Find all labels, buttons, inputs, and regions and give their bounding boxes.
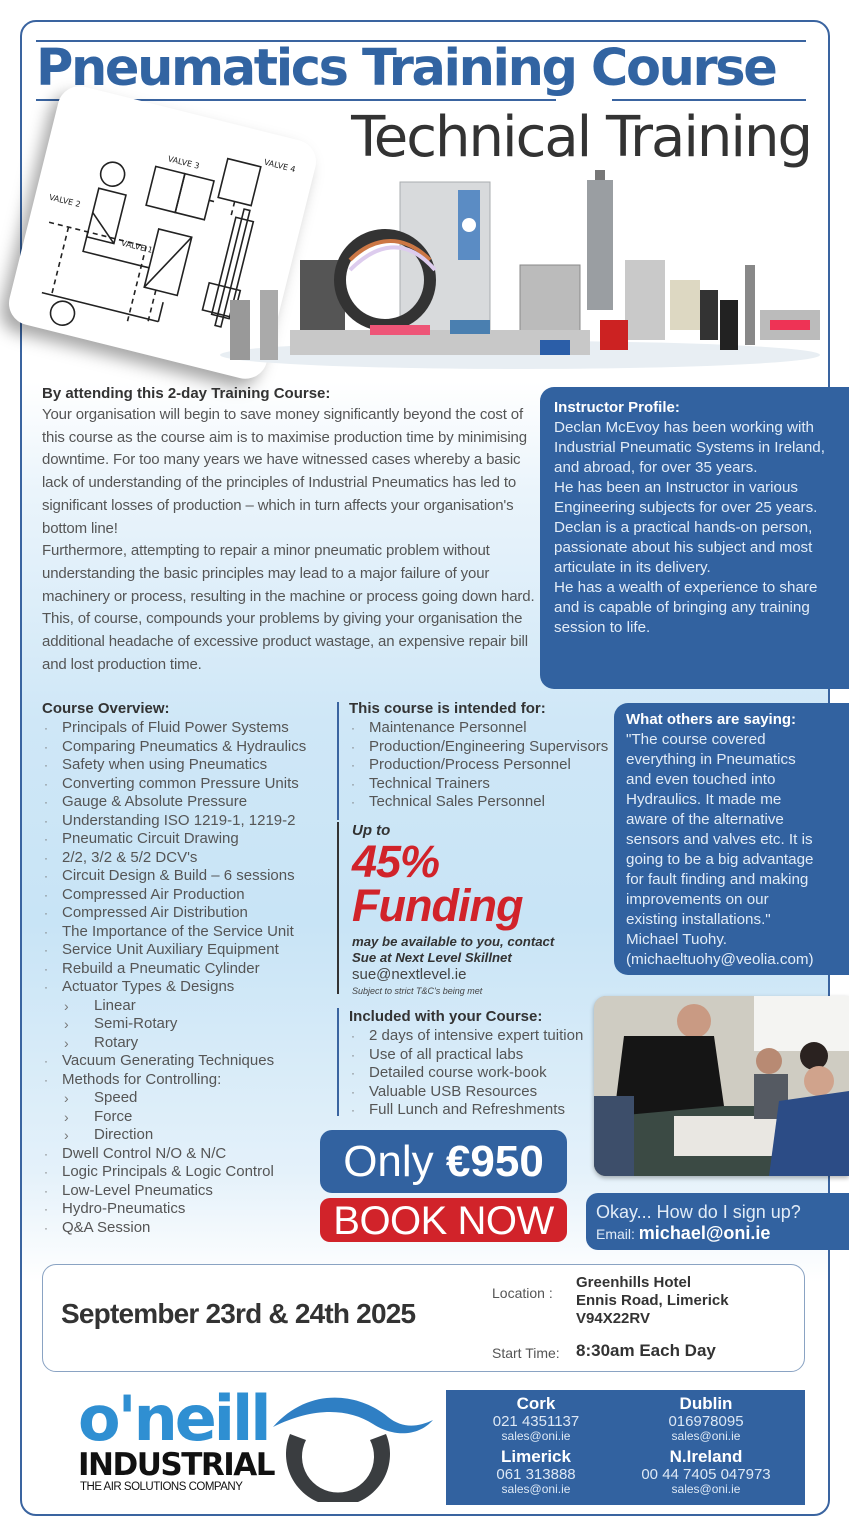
logo-swoosh-icon	[268, 1392, 438, 1502]
sub-list-item: › Linear	[42, 997, 337, 1016]
list-item: · Full Lunch and Refreshments	[349, 1101, 594, 1120]
list-item: · Principals of Fluid Power Systems	[42, 719, 337, 738]
office-email[interactable]: sales@oni.ie	[501, 1482, 571, 1496]
price-prefix: Only	[343, 1137, 434, 1186]
testimonial-line: and even touched into	[626, 771, 776, 788]
svg-text:VALVE 2: VALVE 2	[48, 192, 82, 210]
signup-panel	[586, 1193, 849, 1250]
list-item: · Methods for Controlling:	[42, 1071, 337, 1090]
svg-text:VALVE 1: VALVE 1	[120, 238, 154, 255]
office-phone[interactable]: 021 4351137	[492, 1413, 580, 1430]
list-item: · Vacuum Generating Techniques	[42, 1052, 337, 1071]
testimonial-line: everything in Pneumatics	[626, 751, 796, 768]
list-item: · Service Unit Auxiliary Equipment	[42, 941, 337, 960]
office-phone[interactable]: 061 313888	[496, 1466, 576, 1483]
office-cork	[446, 1394, 626, 1443]
intended-heading: This course is intended for:	[349, 700, 546, 717]
office-city: Limerick	[501, 1447, 571, 1466]
office-email[interactable]: sales@oni.ie	[671, 1482, 741, 1496]
list-item: · Understanding ISO 1219-1, 1219-2	[42, 812, 337, 831]
testimonial-line: improvements on our	[626, 891, 769, 908]
location-value	[576, 1274, 729, 1328]
list-item: · Circuit Design & Build – 6 sessions	[42, 867, 337, 886]
list-item: · Actuator Types & Designs	[42, 978, 337, 997]
list-item: · Converting common Pressure Units	[42, 775, 337, 794]
list-item: · Detailed course work-book	[349, 1064, 594, 1083]
svg-text:VALVE 3: VALVE 3	[166, 154, 201, 171]
funding-word: Funding	[352, 880, 523, 931]
logo-wordmark: o'neill	[78, 1382, 269, 1455]
list-item: · Comparing Pneumatics & Hydraulics	[42, 738, 337, 757]
testimonial-author: Michael Tuohy.	[626, 931, 728, 948]
funding-terms: Subject to strict T&C's being met	[352, 986, 483, 996]
testimonial-heading: What others are saying:	[626, 711, 797, 728]
list-item: · Pneumatic Circuit Drawing	[42, 830, 337, 849]
intro-section	[42, 384, 537, 676]
sub-list-item: › Force	[42, 1108, 337, 1127]
funding-up-to: Up to	[352, 822, 391, 839]
testimonial-line: Hydraulics. It made me	[626, 791, 782, 808]
list-item: · Production/Engineering Supervisors	[349, 738, 614, 757]
intro-heading: By attending this 2-day Training Course:	[42, 385, 331, 402]
testimonial-line: existing installations."	[626, 911, 771, 928]
list-item: · Low-Level Pneumatics	[42, 1182, 337, 1201]
list-item: · Valuable USB Resources	[349, 1083, 594, 1102]
instructor-profile-panel	[540, 387, 849, 689]
signup-email-link[interactable]: michael@oni.ie	[638, 1223, 771, 1243]
included-heading: Included with your Course:	[349, 1008, 543, 1025]
list-item: · Q&A Session	[42, 1219, 337, 1238]
testimonial-line: sensors and valves etc. It is	[626, 831, 813, 848]
list-item: · Compressed Air Distribution	[42, 904, 337, 923]
sub-list-item: › Rotary	[42, 1034, 337, 1053]
intended-audience-section	[349, 699, 614, 812]
divider-funding	[337, 822, 339, 994]
sub-list-item: › Speed	[42, 1089, 337, 1108]
signup-question: Okay... How do I sign up?	[596, 1202, 801, 1222]
list-item: · Technical Trainers	[349, 775, 614, 794]
testimonial-line: aware of the alternative	[626, 811, 784, 828]
location-label: Location :	[492, 1285, 553, 1301]
oneill-industrial-logo	[78, 1384, 438, 1504]
list-item: · The Importance of the Service Unit	[42, 923, 337, 942]
location-line-address: Ennis Road, Limerick	[576, 1292, 729, 1309]
pneumatic-products-image	[200, 170, 820, 370]
event-details-box	[42, 1264, 805, 1372]
divider-included	[337, 1008, 339, 1116]
sub-list-item: › Direction	[42, 1126, 337, 1145]
sub-list-item: › Semi-Rotary	[42, 1015, 337, 1034]
office-city: N.Ireland	[669, 1447, 743, 1466]
start-time-value: 8:30am Each Day	[576, 1341, 716, 1360]
intended-list	[349, 719, 614, 812]
book-now-button[interactable]: BOOK NOW	[320, 1198, 567, 1242]
office-city: Dublin	[679, 1394, 733, 1413]
list-item: · Logic Principals & Logic Control	[42, 1163, 337, 1182]
included-section	[349, 1007, 594, 1120]
logo-industrial: INDUSTRIAL	[78, 1447, 275, 1483]
intro-paragraph-1: Your organisation will begin to save money significantly beyond the cost of this course as the course aim is to maximise production time by minimising downtime. For too many years we have witnessed cases whereby a basic lack of understanding of the principles of Industrial Pneumatics has led to significant losses of production – which in turn affects your organisation's bottom line!	[42, 406, 527, 537]
intro-paragraph-2: Furthermore, attempting to repair a minor pneumatic problem without understanding the basic principles may lead to a major failure of your machinery or process, resulting in the machine or process going down hard. This, of course, compounds your problems by giving your organisation the additional headache of excessive product wastage, an expensive repair bill and lost production time.	[42, 542, 535, 673]
training-session-photo	[594, 996, 849, 1176]
list-item: · Gauge & Absolute Pressure	[42, 793, 337, 812]
list-item: · Safety when using Pneumatics	[42, 756, 337, 775]
location-line-venue: Greenhills Hotel	[576, 1274, 692, 1291]
instructor-text-1: Declan McEvoy has been working with Industrial Pneumatic Systems in Ireland, and abroad, for over 35 years.	[554, 419, 825, 476]
logo-tagline: THE AIR SOLUTIONS COMPANY	[80, 1481, 243, 1493]
office-phone[interactable]: 00 44 7405 047973	[641, 1466, 771, 1483]
list-item: · 2 days of intensive expert tuition	[349, 1027, 594, 1046]
testimonial-panel	[614, 703, 849, 975]
list-item: · Production/Process Personnel	[349, 756, 614, 775]
office-limerick	[446, 1447, 626, 1496]
page-title: Pneumatics Training Course	[36, 39, 776, 98]
testimonial-author-email: (michaeltuohy@veolia.com)	[626, 951, 814, 968]
office-city: Cork	[516, 1394, 556, 1413]
signup-email-label: Email:	[596, 1226, 635, 1242]
funding-contact-line-2: Sue at Next Level Skillnet	[352, 950, 512, 965]
instructor-text-4: He has a wealth of experience to share and is capable of bringing any training session to life.	[554, 579, 818, 636]
funding-percent: 45%	[352, 836, 440, 887]
instructor-heading: Instructor Profile:	[554, 399, 680, 416]
funding-email-link[interactable]: sue@nextlevel.ie	[352, 966, 467, 983]
list-item: · Dwell Control N/O & N/C	[42, 1145, 337, 1164]
included-list	[349, 1027, 594, 1120]
instructor-text-2: He has been an Instructor in various Engineering subjects for over 25 years.	[554, 479, 818, 516]
course-overview-section	[42, 699, 337, 1237]
list-item: · Compressed Air Production	[42, 886, 337, 905]
overview-heading: Course Overview:	[42, 700, 170, 717]
instructor-text-3: Declan is a practical hands-on person, passionate about his subject and most articulate in its delivery.	[554, 519, 813, 576]
contact-offices-panel	[446, 1390, 805, 1505]
event-dates: September 23rd & 24th 2025	[61, 1298, 416, 1329]
overview-list	[42, 719, 337, 1237]
office-email[interactable]: sales@oni.ie	[671, 1429, 741, 1443]
funding-contact-line-1: may be available to you, contact	[352, 934, 555, 949]
list-item: · Technical Sales Personnel	[349, 793, 614, 812]
svg-text:VALVE 4: VALVE 4	[262, 157, 297, 175]
list-item: · Rebuild a Pneumatic Cylinder	[42, 960, 337, 979]
office-northern-ireland	[616, 1447, 796, 1496]
title-rule-bottom-right	[612, 99, 806, 101]
testimonial-line: for fault finding and making	[626, 871, 809, 888]
list-item: · Maintenance Personnel	[349, 719, 614, 738]
page-subtitle: Technical Training	[351, 105, 811, 170]
location-line-eircode: V94X22RV	[576, 1310, 650, 1327]
testimonial-line: going to be a big advantage	[626, 851, 814, 868]
price-amount: €950	[445, 1137, 544, 1186]
list-item: · 2/2, 3/2 & 5/2 DCV's	[42, 849, 337, 868]
divider-intended	[337, 702, 339, 820]
testimonial-line: "The course covered	[626, 731, 766, 748]
list-item: · Use of all practical labs	[349, 1046, 594, 1065]
list-item: · Hydro-Pneumatics	[42, 1200, 337, 1219]
office-email[interactable]: sales@oni.ie	[501, 1429, 571, 1443]
office-dublin	[616, 1394, 796, 1443]
price-badge	[320, 1130, 567, 1193]
office-phone[interactable]: 016978095	[668, 1413, 744, 1430]
start-time-label: Start Time:	[492, 1345, 560, 1361]
funding-section	[352, 822, 592, 998]
